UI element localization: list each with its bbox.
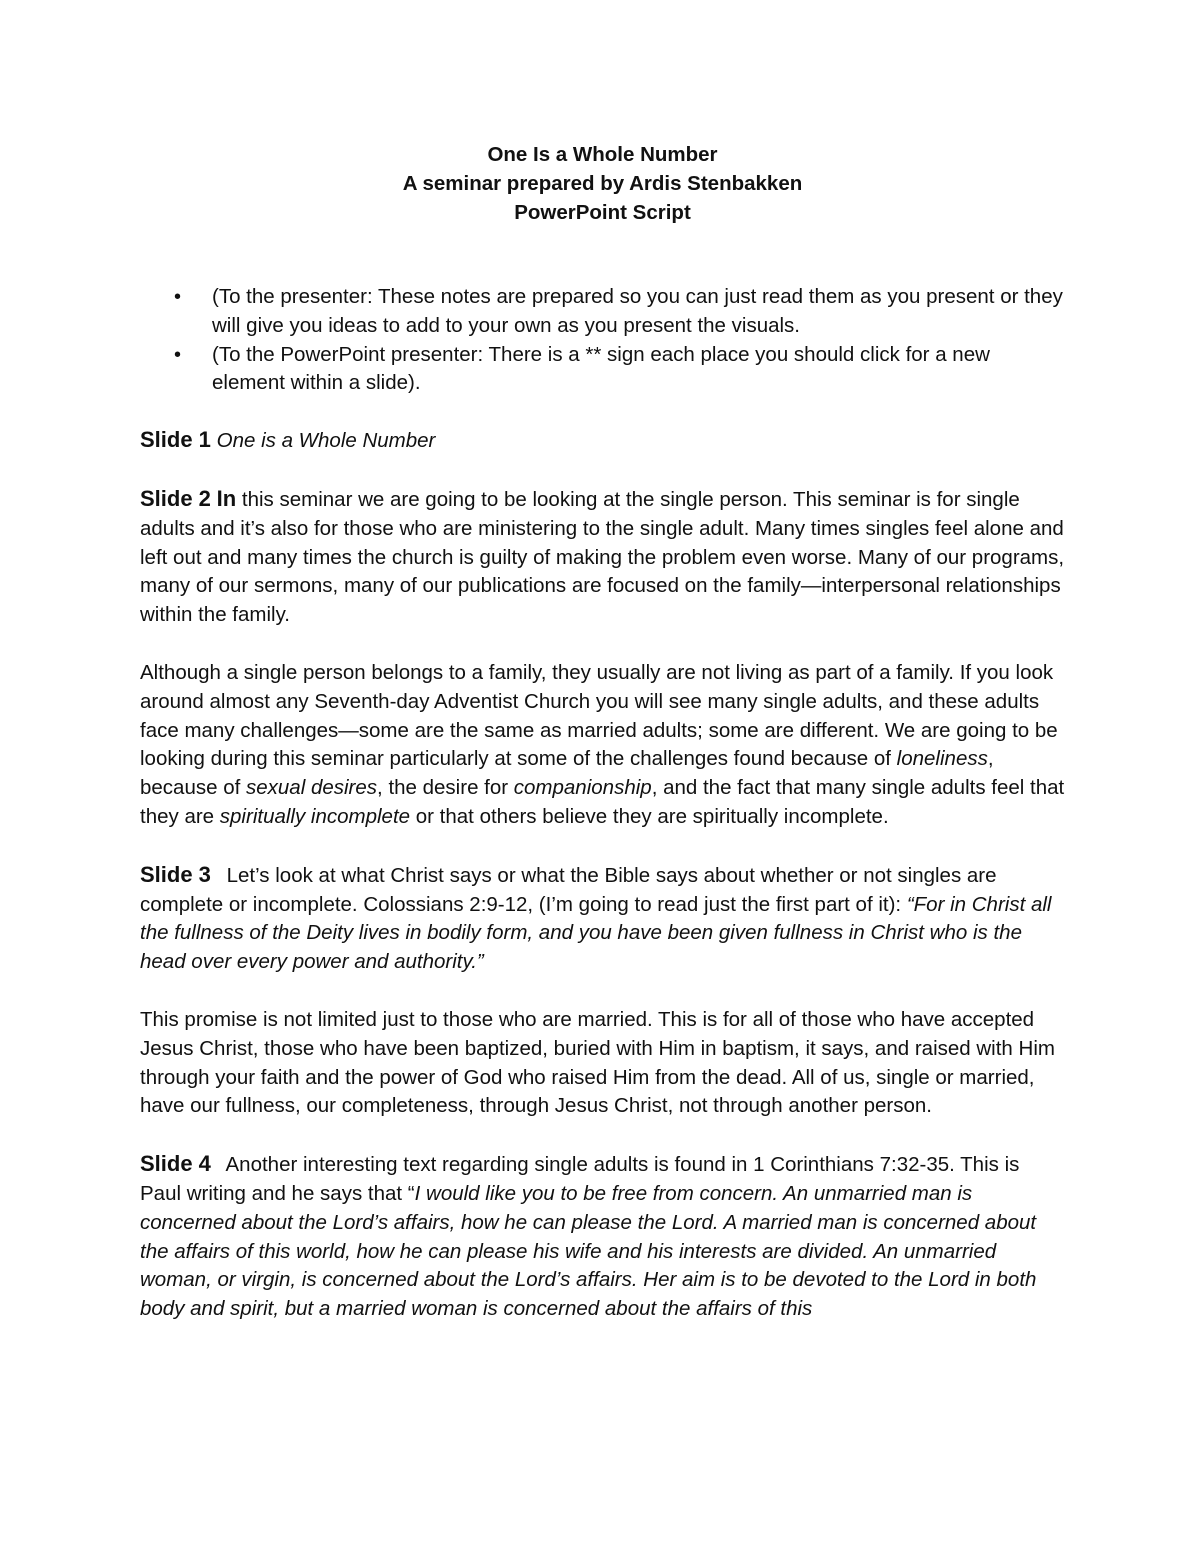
paragraph-text: , and the fact that many single adults feel that they are [140, 776, 1065, 828]
slide-3-paragraph-2: This promise is not limited just to those who are married. This is for all of those who have accepted Jesus Christ, those who have been baptized, buried with Him in baptism, it says, and raised with Him through your faith and the power of God who raised Him from the dead. All of us, single or married, have our fullness, our completeness, through Jesus Christ, not through another person. [140, 1007, 1055, 1118]
emphasis-text: sexual desires [246, 776, 378, 800]
emphasis-text: spiritually incomplete [219, 804, 411, 828]
slide-4-paragraph-1 [140, 1150, 1065, 1324]
presenter-notes-list [140, 283, 1065, 398]
slide-2-lead-word: In [216, 485, 237, 511]
emphasis-text: companionship [513, 776, 652, 800]
paragraph-text: , the desire for [377, 776, 514, 800]
title-block [140, 140, 1065, 227]
document-title: One Is a Whole Number [487, 143, 718, 166]
document-page [140, 140, 1065, 1353]
bullet-icon: • [174, 286, 182, 308]
slide-3-label: Slide 3 [140, 861, 211, 887]
slide-1-title: One is a Whole Number [216, 429, 436, 453]
paragraph-text: , because of [140, 747, 994, 800]
presenter-note [140, 341, 1065, 399]
slide-2-paragraph-2 [140, 659, 1065, 832]
emphasis-text: loneliness [896, 747, 988, 771]
paragraph-text: or that others believe they are spiritually incomplete. [410, 804, 889, 828]
paragraph-text: Although a single person belongs to a family, they usually are not living as part of a family. If you look around almost any Seventh-day Adventist Church you will see many single adults, and these adults face many challenges—some are the same as married adults; some are different. We are going to be looking during this seminar particularly at some of the challenges found because of [140, 660, 1058, 771]
document-type: PowerPoint Script [514, 201, 691, 224]
slide-1-section [140, 426, 1065, 456]
slide-2-label: Slide 2 [140, 485, 211, 511]
slide-2-text: this seminar we are going to be looking at the single person. This seminar is for single adults and it’s also for those who are ministering to the single adult. Many times singles feel alone and left out and many times the church is guilty of making the problem even worse. Many of our programs, many of our sermons, many of our publications are focused on the family—interpersonal relationships within the family. [140, 487, 1065, 627]
slide-1-label: Slide 1 [140, 427, 211, 453]
slide-4-label: Slide 4 [140, 1151, 211, 1177]
paragraph-text: Let’s look at what Christ says or what the Bible says about whether or not singles are complete or incomplete. Colossians 2:9-12, (I’m going to read just the first part of it): [140, 863, 997, 916]
bullet-icon: • [174, 343, 182, 366]
presenter-note-text: (To the PowerPoint presenter: There is a ** sign each place you should click for a new element within a slide). [212, 342, 990, 395]
paragraph-text: Another interesting text regarding single adults is found in 1 Corinthians 7:32-35. This is Paul writing and he says that “ [140, 1153, 1020, 1205]
slide-3-paragraph-1 [140, 861, 1065, 977]
slide-2-paragraph-1 [140, 485, 1065, 630]
scripture-quote: “For in Christ all the fullness of the Deity lives in bodily form, and you have been given fullness in Christ who is the head over every power and authority.” [140, 892, 1052, 974]
presenter-note [140, 283, 1065, 341]
presenter-note-text: (To the presenter: These notes are prepared so you can just read them as you present or they will give you ideas to add to your own as you present the visuals. [212, 285, 1063, 337]
scripture-quote: I would like you to be free from concern. An unmarried man is concerned about the Lord’s affairs, how he can please the Lord. A married man is concerned about the affairs of this world, how he can please his wife and his interests are divided. An unmarried woman, or virgin, is concerned about the Lord’s affairs. Her aim is to be devoted to the Lord in both body and spirit, but a married woman is concerned about the affairs of this [140, 1181, 1037, 1321]
document-subtitle: A seminar prepared by Ardis Stenbakken [402, 172, 803, 195]
